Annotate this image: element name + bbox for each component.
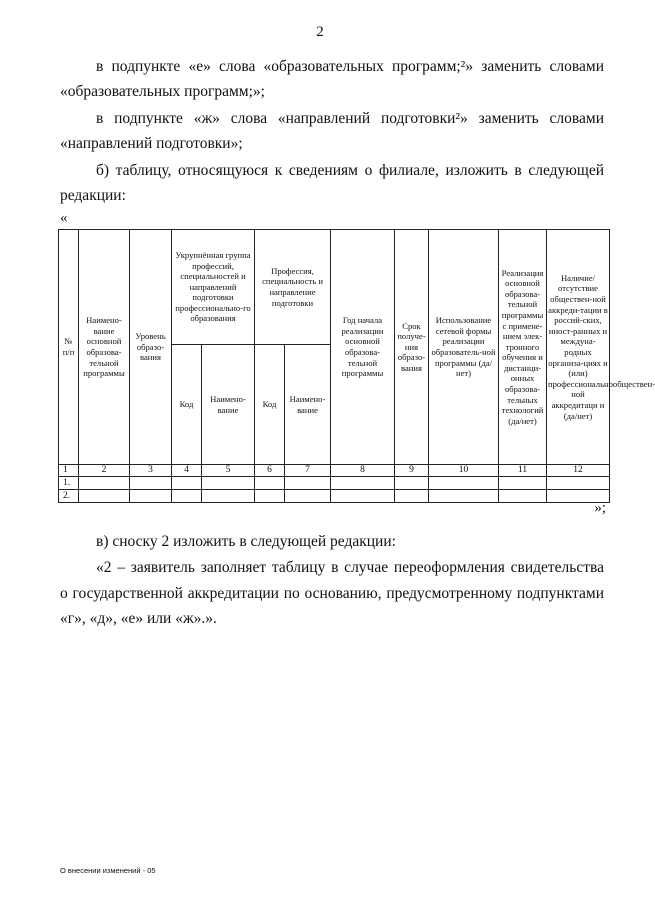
header-name-a: Наимено-вание <box>202 345 255 465</box>
column-number: 5 <box>202 465 255 477</box>
header-enlarged-group: Укрупнённая группа профессий, специальностей и направлений подготовки профессионально-го образования <box>172 230 255 345</box>
header-code-b: Код <box>255 345 285 465</box>
header-start-year: Год начала реализации основной образова-тельной программы <box>331 230 395 465</box>
column-number: 3 <box>130 465 172 477</box>
column-number: 11 <box>499 465 547 477</box>
paragraph-2-line-2: «направлений подготовки»; <box>60 135 243 152</box>
row-number: 1. <box>59 477 79 490</box>
header-code-a: Код <box>172 345 202 465</box>
column-number: 6 <box>255 465 285 477</box>
footer-note: О внесении изменений - 05 <box>60 866 156 875</box>
header-level: Уровень образо-вания <box>130 230 172 465</box>
paragraph-3-line-2: редакции: <box>60 187 126 204</box>
header-program-name: Наимено-вание основной образова-тельной программы <box>79 230 130 465</box>
table-row <box>59 477 610 490</box>
column-number: 8 <box>331 465 395 477</box>
open-quote: « <box>60 210 68 226</box>
header-term: Срок получе-ния образо-вания <box>395 230 429 465</box>
header-name-b: Наимено-вание <box>285 345 331 465</box>
paragraph-5-line-2: о государственной аккредитации по основанию, предусмотренному подпунктами <box>60 585 604 602</box>
header-network-form: Использование сетевой формы реализации образователь-ной программы (да/нет) <box>429 230 499 465</box>
paragraph-1-line-1: в подпункте «е» слова «образовательных программ;²» заменить словами <box>96 58 604 75</box>
paragraph-2-line-1: в подпункте «ж» слова «направлений подготовки²» заменить словами <box>96 110 604 127</box>
column-number: 7 <box>285 465 331 477</box>
row-number: 2. <box>59 490 79 503</box>
header-e-learning: Реализация основной образова-тельной программы с примене-нием элек-тронного обучения и дистанци-онных образова-тельных технологий (да/нет) <box>499 230 547 465</box>
close-quote: »; <box>594 500 606 516</box>
column-number: 2 <box>79 465 130 477</box>
header-accreditation: Наличие/ отсутствие обществен-ной аккреди-тации в россий-ских, иност-ранных и междуна-родных организа-циях и (или) профессиональнообществен-ной аккредитаци и (да/нет) <box>547 230 610 465</box>
column-number: 9 <box>395 465 429 477</box>
branch-info-table <box>58 229 655 503</box>
paragraph-3-line-1: б) таблицу, относящуюся к сведениям о филиале, изложить в следующей <box>96 162 604 179</box>
column-number: 4 <box>172 465 202 477</box>
column-number: 12 <box>547 465 610 477</box>
table-row <box>59 490 610 503</box>
header-profession: Профессия, специальность и направление подготовки <box>255 230 331 345</box>
column-number: 1 <box>59 465 79 477</box>
paragraph-1-line-2: «образовательных программ;»; <box>60 83 265 100</box>
paragraph-5-line-3: «г», «д», «е» или «ж».». <box>60 610 217 627</box>
paragraph-5-line-1: «2 – заявитель заполняет таблицу в случае переоформления свидетельства <box>96 559 604 576</box>
page-number: 2 <box>316 24 324 40</box>
paragraph-4: в) сноску 2 изложить в следующей редакции: <box>96 533 396 550</box>
header-num: № п/п <box>59 230 79 465</box>
column-number: 10 <box>429 465 499 477</box>
